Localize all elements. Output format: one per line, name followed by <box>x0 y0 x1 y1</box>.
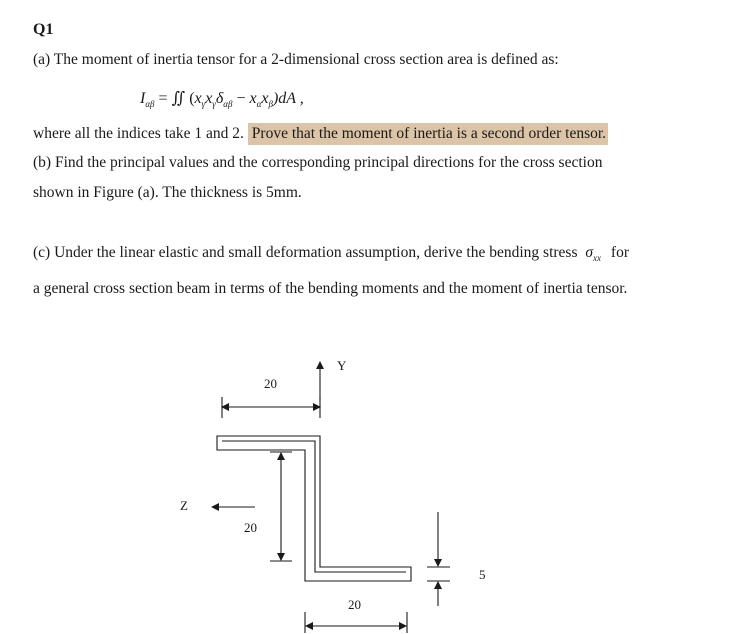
y-axis-label: Y <box>337 358 347 373</box>
part-a-where: where all the indices take 1 and 2. <box>33 125 244 142</box>
part-a-highlight: Prove that the moment of inertia is a second order tensor. <box>248 123 608 145</box>
part-c-text: (c) Under the linear elastic and small deformation assumption, derive the bending stress <box>33 244 578 261</box>
formula-lhs: I <box>140 90 146 107</box>
formula-delta-sub: αβ <box>223 99 233 110</box>
formula-x4-sub: β <box>268 99 273 110</box>
formula-minus: − <box>232 90 250 107</box>
sigma-symbol: σ <box>585 244 594 261</box>
z-section-outline <box>217 436 411 581</box>
part-b-line1: (b) Find the principal values and the corresponding principal directions for the cross section <box>33 154 603 171</box>
top-width-label: 20 <box>264 376 277 391</box>
sigma-sub: xx <box>593 253 602 264</box>
formula-x2-sub: γ <box>212 99 216 110</box>
part-a-intro: (a) The moment of inertia tensor for a 2-dimensional cross section area is defined as: <box>33 51 559 68</box>
part-c-line2: a general cross section beam in terms of the bending moments and the moment of inertia tensor. <box>33 280 628 297</box>
formula-x1-sub: γ <box>201 99 206 110</box>
formula-x3-sub: α <box>256 99 262 110</box>
height-label: 20 <box>244 520 257 535</box>
part-c-for: for <box>610 244 629 261</box>
bottom-width-label: 20 <box>348 597 361 612</box>
formula-x1: x <box>194 90 202 107</box>
formula-x2: x <box>205 90 213 107</box>
part-b-line2: shown in Figure (a). The thickness is 5mm. <box>33 184 302 201</box>
formula-x4: x <box>261 90 269 107</box>
formula-x3: x <box>249 90 257 107</box>
thickness-label: 5 <box>479 567 486 582</box>
formula-eq: = ∬ ( <box>154 90 195 107</box>
formula-tail: )dA , <box>272 90 304 107</box>
question-title: Q1 <box>33 21 54 38</box>
formula-delta: δ <box>215 90 224 107</box>
z-axis-label: Z <box>180 498 188 513</box>
formula-lhs-sub: αβ <box>145 99 155 110</box>
